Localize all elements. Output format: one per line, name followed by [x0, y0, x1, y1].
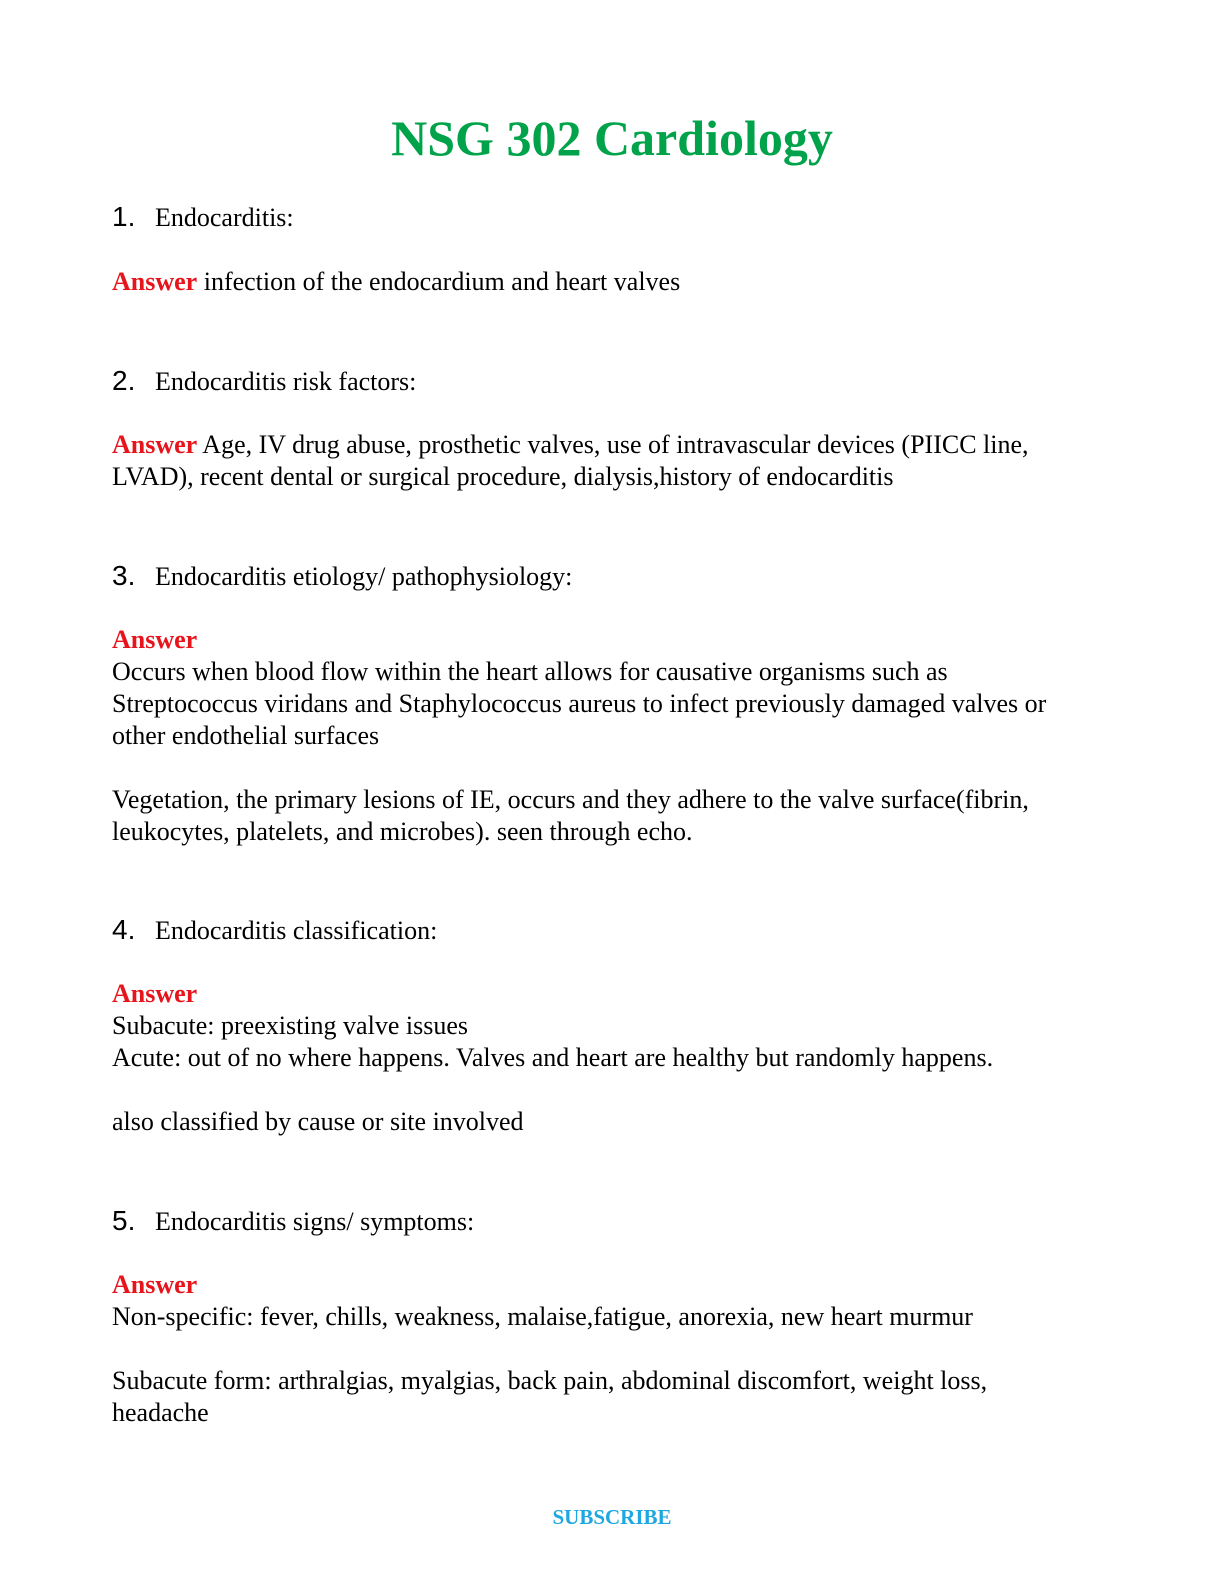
answer-text: Non-specific: fever, chills, weakness, malaise,fatigue, anorexia, new heart murmur — [112, 1302, 973, 1331]
answer-label: Answer — [112, 267, 198, 296]
question-2 — [112, 365, 416, 398]
answer-2 — [112, 429, 1112, 493]
question-3 — [112, 560, 572, 593]
subscribe-link[interactable]: SUBSCRIBE — [552, 1505, 672, 1529]
answer-label: Answer — [112, 430, 198, 459]
question-prompt: Endocarditis: — [155, 203, 294, 232]
answer-label: Answer — [112, 1270, 198, 1299]
question-prompt: Endocarditis signs/ symptoms: — [155, 1207, 475, 1236]
answer-label: Answer — [112, 979, 198, 1008]
answer-text: Subacute form: arthralgias, myalgias, back pain, abdominal discomfort, weight loss, headache — [112, 1366, 988, 1427]
answer-text: Age, IV drug abuse, prosthetic valves, use of intravascular devices (PIICC line, LVAD), recent dental or surgical procedure, dialysis,history of endocarditis — [112, 430, 1029, 491]
question-number: 2. — [112, 365, 136, 396]
question-number: 5. — [112, 1205, 136, 1236]
answer-3-label — [112, 624, 1112, 656]
question-prompt: Endocarditis classification: — [155, 916, 438, 945]
answer-1 — [112, 266, 1112, 298]
answer-4-label — [112, 978, 1112, 1010]
question-1 — [112, 201, 294, 234]
question-number: 3. — [112, 560, 136, 591]
question-prompt: Endocarditis etiology/ pathophysiology: — [155, 562, 573, 591]
question-number: 1. — [112, 201, 136, 232]
answer-label: Answer — [112, 625, 198, 654]
question-4 — [112, 914, 437, 947]
answer-text: Occurs when blood flow within the heart allows for causative organisms such as Streptococcus viridans and Staphylococcus aureus to infect previously damaged valves or other endothelial surfaces — [112, 657, 1047, 750]
question-number: 4. — [112, 914, 136, 945]
answer-text: Vegetation, the primary lesions of IE, occurs and they adhere to the valve surface(fibrin, leukocytes, platelets, and microbes). seen through echo. — [112, 785, 1029, 846]
answer-5-label — [112, 1269, 1112, 1301]
question-prompt: Endocarditis risk factors: — [155, 367, 417, 396]
answer-text: infection of the endocardium and heart valves — [203, 267, 681, 296]
answer-text: also classified by cause or site involved — [112, 1107, 524, 1136]
question-5 — [112, 1205, 474, 1238]
page-title: NSG 302 Cardiology — [391, 110, 833, 166]
answer-text: Subacute: preexisting valve issues Acute: out of no where happens. Valves and heart are healthy but randomly happens. — [112, 1011, 994, 1072]
